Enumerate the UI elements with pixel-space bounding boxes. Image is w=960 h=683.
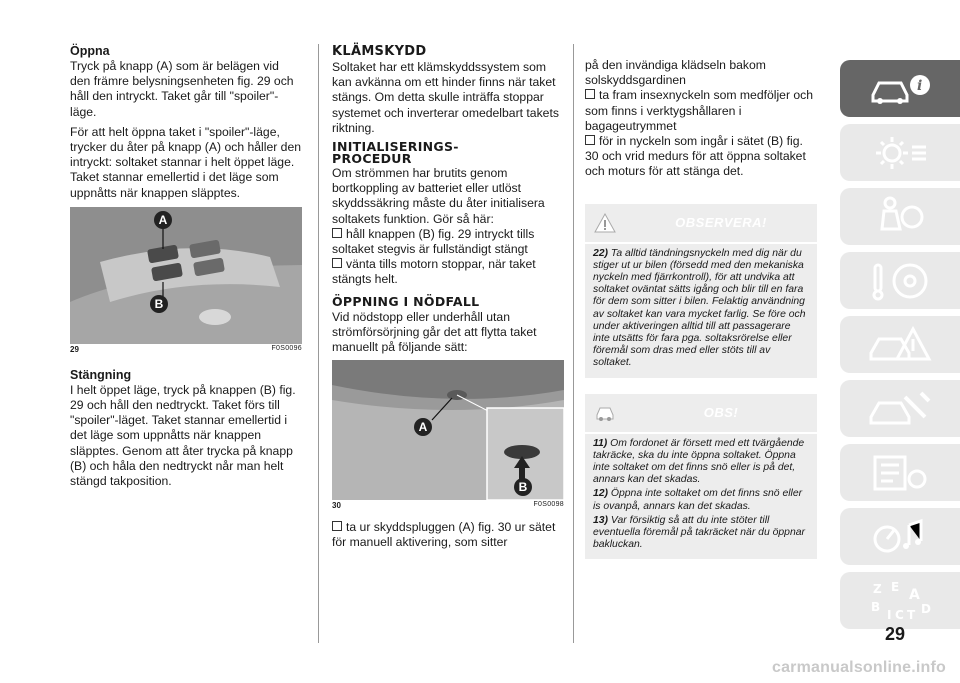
bullet-item — [585, 134, 817, 180]
note-number: 13) — [593, 514, 609, 526]
checkbox-bullet-icon — [332, 258, 342, 268]
svg-text:B: B — [871, 599, 881, 614]
tab-multimedia[interactable] — [840, 508, 960, 565]
heading-line: PROCEDUR — [332, 151, 412, 167]
multimedia-icon — [865, 515, 935, 559]
bullet-text: håll knappen (B) fig. 29 intryckt tills soltaket stegvis är fullständigt stängt — [332, 226, 535, 257]
figure-number: 30 — [332, 501, 341, 511]
bullet-text: ta fram insexnyckeln som medföljer och som finns i verktygshållaren i bagageutrymmet — [585, 88, 814, 133]
figure-code: F0S0096 — [271, 344, 302, 352]
notice-title: OBS! — [703, 405, 739, 421]
note-item — [593, 248, 809, 370]
manual-roof-access-illustration — [332, 360, 564, 500]
marker-b: B — [514, 478, 532, 496]
column-3 — [585, 58, 817, 559]
bullet-item — [585, 88, 817, 134]
figure-code: F0S0098 — [533, 501, 564, 509]
figure-30 — [332, 360, 564, 500]
bullet-text: vänta tills motorn stoppar, när taket stängts helt. — [332, 257, 536, 287]
crash-icon — [865, 323, 935, 367]
maintenance-icon — [865, 387, 935, 431]
bullet-text: ta ur skyddspluggen (A) fig. 30 ur sätet för manuell aktivering, som sitter — [332, 520, 556, 550]
heading-initialization — [332, 141, 564, 165]
heading-closing: Stängning — [70, 367, 132, 382]
paragraph: I helt öppet läge, tryck på knappen (B) fig. 29 och håll den nedtryckt. Taket förs till "spoiler"-läget. Taket stannar emellertid i det läge som uppnåtts när knappen släpptes. Genom att åter trycka på knapp (B) och håla den nedtryckt når man helt stängd takposition. — [70, 382, 296, 489]
paragraph: För att helt öppna taket i "spoiler"-läge, trycker du åter på knapp (A) och håller den intryckt: soltaket stannar i helt öppet läge. Taket stannar emellertid i det läge som uppnåtts när knappen släpptes. — [70, 124, 302, 200]
note-text: Ta alltid tändningsnyckeln med dig när du stiger ut ur bilen (försedd med den mekaniska nyckeln med fjärrkontroll), för att undvika att soltaket oväntat sätts igång och blir till en fara för dem som sitter i bilen. Felaktig användning av soltaket kan vara mycket farlig. Se före och under aktiveringen alltid till att passagerare inte utsätts för fara pga. soltaksrörelse eller föremål som dras med eller stöts till av soltaket. — [593, 247, 806, 369]
note-item — [593, 438, 809, 487]
svg-text:Z: Z — [873, 581, 882, 596]
column-divider — [573, 44, 574, 643]
bullet-item — [332, 227, 564, 257]
marker-a: A — [414, 418, 432, 436]
specs-icon — [865, 451, 935, 495]
index-icon — [865, 579, 935, 623]
heading-open: Öppna — [70, 44, 110, 58]
steering-ignition-icon — [865, 259, 935, 303]
checkbox-bullet-icon — [332, 228, 342, 238]
note-number: 12) — [593, 488, 609, 500]
warning-header — [585, 204, 817, 242]
notice-body — [585, 434, 817, 560]
svg-text:I: I — [887, 607, 892, 622]
car-info-icon — [865, 69, 935, 109]
warning-triangle-icon — [585, 204, 625, 242]
tab-emergency[interactable] — [840, 316, 960, 373]
marker-b: B — [150, 295, 168, 313]
note-number: 11) — [593, 437, 608, 449]
tab-warning-lights[interactable] — [840, 124, 960, 181]
tab-maintenance[interactable] — [840, 380, 960, 437]
paragraph: Soltaket har ett klämskyddssystem som kan avkänna om ett hinder finns när taket stängs. Om detta skulle inträffa stoppar systemet och inverterar omedelbart takets riktning. — [332, 60, 559, 135]
column-divider — [318, 44, 319, 643]
checkbox-bullet-icon — [332, 521, 342, 531]
note-item — [593, 488, 809, 512]
paragraph: Vid nödstopp eller underhåll utan strömförsörjning går det att flytta taket manuellt på följande sätt: — [332, 309, 537, 355]
column-1 — [70, 44, 302, 494]
tab-technical-data[interactable] — [840, 444, 960, 501]
svg-text:T: T — [907, 607, 916, 622]
svg-text:E: E — [891, 579, 900, 594]
figure-caption — [70, 345, 302, 354]
notice-header — [585, 394, 817, 432]
figure-29 — [70, 207, 302, 344]
note-text: Öppna inte soltaket om det finns snö eller is ovanpå, annars kan det skadas. — [593, 488, 803, 512]
note-text: Om fordonet är försett med ett tvärgående takräcke, ska du inte öppna soltaket. Öppna inte soltaket om det finns snö eller is på det, annars kan det skadas. — [593, 437, 805, 486]
bullet-text: för in nyckeln som ingår i sätet (B) fig. 30 och vrid medurs för att öppna soltaket och moturs för att stänga det. — [585, 134, 806, 179]
heading-emergency-opening: ÖPPNING I NÖDFALL — [332, 293, 480, 309]
marker-a: A — [154, 211, 172, 229]
warning-lights-icon — [870, 133, 930, 173]
note-text: Var försiktig så att du inte stöter till eventuella föremål på takräcket när du öppnar bakluckan. — [593, 514, 805, 551]
checkbox-bullet-icon — [585, 135, 595, 145]
tab-car-info[interactable] — [840, 60, 960, 117]
figure-caption — [332, 501, 564, 510]
footer-watermark: carmanualsonline.info — [771, 659, 946, 676]
svg-text:i: i — [917, 77, 923, 94]
paragraph: på den invändiga klädseln bakom solskyddsgardinen — [585, 58, 766, 88]
airbag-icon — [870, 195, 930, 239]
warning-title: OBSERVERA! — [675, 215, 767, 231]
heading-line: INITIALISERINGS- — [332, 139, 459, 155]
tab-starting-driving[interactable] — [840, 252, 960, 309]
paragraph: Tryck på knapp (A) som är belägen vid den främre belysningsenheten fig. 29 och håll den intryckt. Taket går till "spoiler"-läge. — [70, 59, 294, 119]
page-number: 29 — [884, 624, 905, 644]
paragraph: Om strömmen har brutits genom bortkoppling av batteriet eller utlöst skyddssäkring måste du åter initialisera soltakets funktion. Gör så här: — [332, 166, 545, 226]
warning-body — [585, 244, 817, 378]
figure-number: 29 — [70, 344, 79, 354]
svg-text:A: A — [909, 586, 920, 603]
note-item — [593, 515, 809, 552]
svg-text:D: D — [921, 601, 931, 616]
bullet-item — [332, 257, 564, 287]
bullet-item — [332, 520, 564, 550]
note-number: 22) — [593, 247, 609, 259]
column-2 — [332, 44, 564, 551]
checkbox-bullet-icon — [585, 89, 595, 99]
svg-text:C: C — [895, 607, 904, 622]
tab-safety[interactable] — [840, 188, 960, 245]
tab-index[interactable] — [840, 572, 960, 629]
heading-pinch-protection: KLÄMSKYDD — [332, 44, 427, 59]
sunroof-switch-illustration — [70, 207, 302, 344]
car-notice-icon — [585, 394, 625, 432]
